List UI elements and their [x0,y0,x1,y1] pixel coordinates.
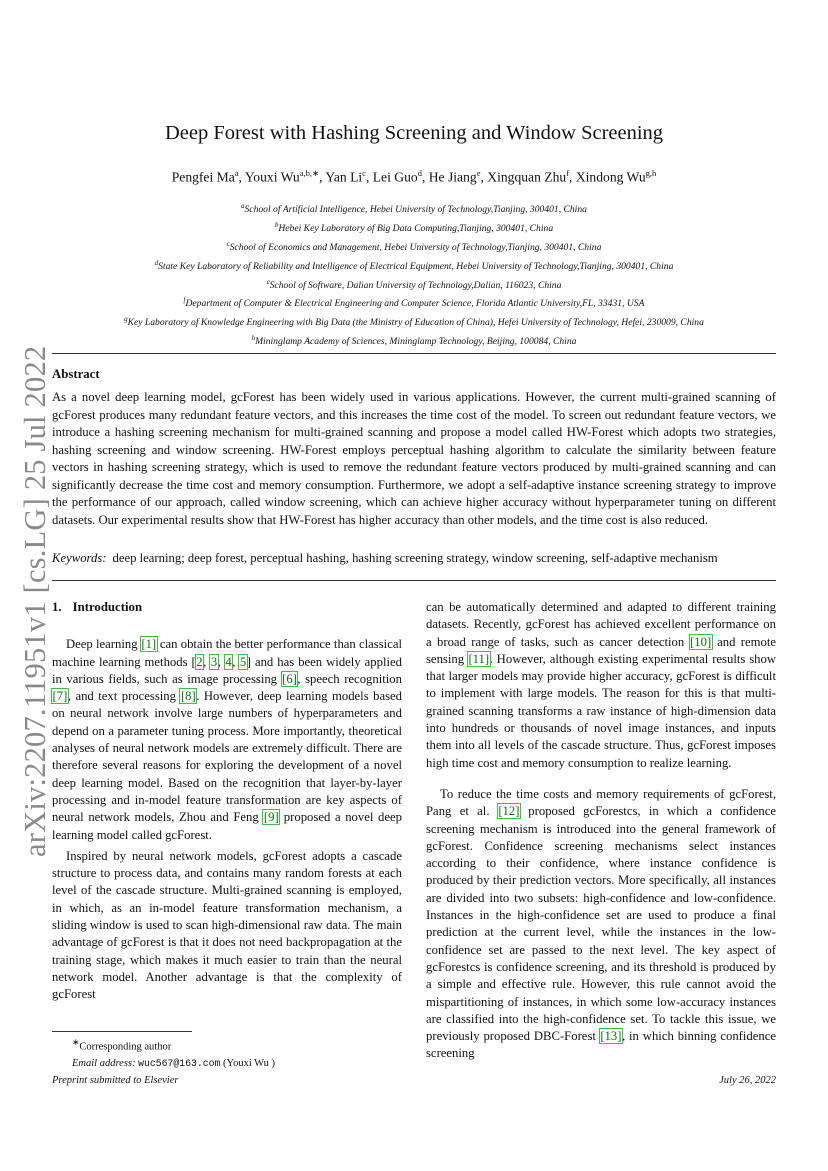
citation-link[interactable]: [9] [263,810,279,825]
affiliation-mark: b [274,220,279,229]
affiliation-text: Hebei Key Laboratory of Big Data Computing,Tianjing, 300401, China [278,223,554,235]
section-title: Introduction [72,600,143,614]
citation-link[interactable]: 5 [239,654,247,669]
left-paragraphs [52,636,402,1003]
affiliation-mark: a [241,202,245,210]
section-number: 1. [52,600,62,614]
author-affiliation-mark: e [476,168,481,178]
citation-link[interactable]: [8] [180,689,196,704]
paper-title: Deep Forest with Hashing Screening and Window Screening [164,122,664,144]
affiliation-mark: h [251,334,256,343]
keywords-line [52,551,776,566]
affiliation-mark: d [154,258,159,267]
affiliation-mark: c [226,239,230,248]
email-owner: (Youxi Wu ) [223,1057,276,1069]
right-column [426,599,776,1063]
citation-link[interactable]: [1] [141,637,157,652]
affiliation-line [0,312,828,331]
affiliation-text: School of Software, Dalian University of Technology,Dalian, 116023, China [269,279,562,291]
affiliation-text: State Key Laboratory of Reliability and Intelligence of Electrical Equipment, Hebei University of Technology,Tianjing, 300401, China [158,260,674,272]
affiliation-text: Department of Computer & Electrical Engineering and Computer Science, Florida Atlantic University,FL, 33431, USA [185,298,645,310]
affiliation-line [0,256,828,275]
citation-link[interactable]: [6] [282,671,297,686]
bottom-divider [52,580,776,581]
body-paragraph: Deep learning [1] can obtain the better performance than classical machine learning methods [2, 3, 4, 5] and has been widely applied in various fields, such as image processing [6], speech recognition [7], and text processing [8]. However, deep learning models based on neural network involve large numbers of hyperparameters and depend on a parameter tuning process. More importantly, theoretical analyses of neural network models are extremely difficult. There are therefore several reasons for exploring the development of a novel deep learning model. Based on the recognition that layer-by-layer processing and in-model feature transformation are key aspects of neural network models, Zhou and Feng [9] proposed a novel deep learning model called gcForest. [52,637,403,842]
right-paragraphs [426,599,776,1063]
footnote-mark: ∗ [72,1037,80,1047]
abstract-heading: Abstract [52,367,100,381]
author-affiliation-mark: a,b,∗ [299,168,320,178]
author-name: Pengfei Ma [171,169,235,185]
author-affiliation-mark: a [234,168,239,178]
affiliation-text: Mininglamp Academy of Sciences, Mininglamp Technology, Beijing, 100084, China [255,336,577,348]
left-column [52,599,402,1004]
section-heading [52,599,402,616]
affiliation-mark: f [183,296,186,305]
affiliation-line [0,237,828,256]
author-affiliation-mark: g,h [645,168,657,178]
abstract-body: As a novel deep learning model, gcForest has been widely used in various applications. However, the current multi-grained scanning of gcForest produces many redundant feature vectors, and this increases the time cost of the model. To screen out redundant feature vectors, we introduce a hashing screening mechanism for multi-grained scanning and propose a model called HW-Forest which adopts two strategies, hashing screening and window screening. HW-Forest employs perceptual hashing algorithm to calculate the similarity between feature vectors in hashing screening strategy, which is used to remove the redundant feature vectors produced by multi-grained scanning and can significantly decrease the time cost and memory consumption. Furthermore, we adopt a self-adaptive instance screening strategy to improve the performance of our approach, called window screening, which can achieve higher accuracy without hyperparameter tuning on different datasets. Our experimental results show that HW-Forest has higher accuracy than other models, and the time cost is also reduced. [52,390,776,527]
affiliation-line [0,199,828,218]
author-name: Xindong Wu [575,169,646,185]
author-name: Lei Guo [372,169,418,185]
keywords-label: Keywords: [52,551,107,565]
author-list: Pengfei Ma$^a$, Youxi $Wu^{a,b,∗}$, Yan Li$^c$, Lei Guo$^d$, He Jiang$^e$, Xingquan Zhu$^f$, Xindong Wu$^{g,h}$ [171,168,657,185]
keywords-text: deep learning; deep forest, perceptual hashing, hashing screening strategy, window screening, self-adaptive mechanism [112,551,718,565]
author-name: Youxi Wu [244,169,300,185]
author-name: Yan Li [325,169,363,185]
citation-link[interactable]: [11] [468,651,490,666]
body-paragraph: can be automatically determined and adapted to different training datasets. Recently, gcForest has achieved excellent performance on a broad range of tasks, such as cancer detection [10] and remote sensing [11]. However, although existing experimental results show that larger models may provide higher accuracy, gcForest is difficult to implement with large models. The reason for this is that multi-grained scanning transforms a raw instance of high-dimension data into hundreds or thousands of novel image instances, and inputs them into all levels of the cascade structure. Thus, gcForest imposes high time cost and memory consumption to realize learning. [426,600,777,770]
affiliation-text: School of Artificial Intelligence, Hebei University of Technology,Tianjing, 300401, China [244,204,587,216]
affiliation-mark: g [124,315,128,324]
affiliation-text: Key Laboratory of Knowledge Engineering with Big Data (the Ministry of Education of China), Hefei University of Technology, Hefei, 230009, China [127,317,704,329]
affiliation-line [0,293,828,312]
author-affiliation-mark: c [362,168,366,178]
author-name: He Jiang [428,169,477,185]
body-paragraph: To reduce the time costs and memory requirements of gcForest, Pang et al. [12] proposed gcForestcs, in which a confidence screening mechanism is introduced into the general framework of gcForest. Confidence screening mechanisms select instances according to their confidence, where instance confidence is produced by their prediction vectors. More specifically, all instances are divided into two subsets: high-confidence and low-confidence. Instances in the high-confidence set are used to produce a final prediction at the current level, while the instances in the low-confidence set are passed to the next level. The key aspect of gcForestcs is confidence screening, and its threshold is produced by a simple and effective rule. However, this rule cannot avoid the mispartitioning of instances, in which some low-accuracy instances are classified into the high-confidence set. To tackle this issue, we previously proposed DBC-Forest [13], in which binning confidence screening [426,786,777,1061]
affiliation-text: School of Economics and Management, Hebei University of Technology,Tianjing, 300401, China [229,241,602,253]
footnote-divider [52,1031,192,1032]
footnote-corresponding: Corresponding author [79,1041,172,1053]
citation-link[interactable]: 3 [210,654,218,669]
author-name: Xingquan Zhu [487,169,567,185]
affiliation-mark: e [266,277,270,286]
affiliation-line [0,275,828,294]
author-affiliation-mark: d [417,168,422,178]
affiliation-line [0,331,828,350]
email-label: Email address: [72,1057,136,1069]
citation-link[interactable]: [12] [498,804,520,819]
footer-preprint-note: Preprint submitted to Elsevier [52,1075,179,1086]
author-affiliation-mark: f [566,168,570,178]
affiliation-line [0,218,828,237]
citation-link[interactable]: 2 [196,654,203,669]
top-divider [52,353,776,354]
body-paragraph: Inspired by neural network models, gcForest adopts a cascade structure to process data, and contains many random forests at each level of the cascade structure. Multi-grained scanning is employed, in which, as an in-model feature transformation mechanism, a sliding window is used to scan high-dimensional raw data. The main advantage of gcForest is that it does not need backpropagation at the training stage, which makes it much easier to train than the neural network model. Another advantage is that the complexity of gcForest [52,848,402,1002]
citation-link[interactable]: [10] [690,634,712,649]
footnote [72,1034,275,1072]
email-link[interactable]: wuc567@163.com [138,1057,221,1069]
footer-date: July 26, 2022 [719,1075,776,1086]
citation-link[interactable]: 4 [225,654,232,669]
citation-link[interactable]: [13] [600,1029,622,1044]
affiliation-list [0,199,828,350]
arxiv-identifier-stamp: arXiv:2207.11951v1 [cs.LG] 25 Jul 2022 [18,345,52,857]
citation-link[interactable]: [7] [52,689,68,704]
